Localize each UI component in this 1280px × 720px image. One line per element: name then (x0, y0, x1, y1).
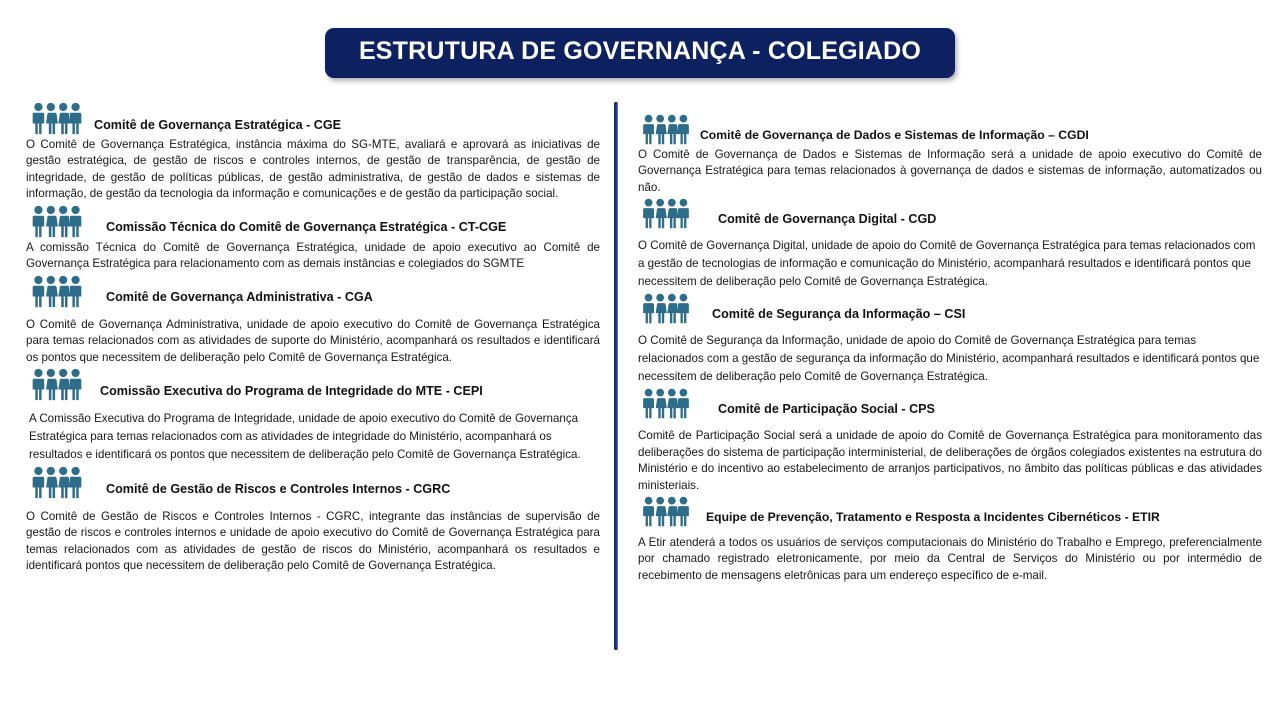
section-header (26, 205, 600, 238)
section-header (638, 114, 1262, 145)
section-csi (638, 293, 1262, 386)
section-title: Comissão Executiva do Programa de Integridade do MTE - CEPI (100, 383, 483, 398)
section-cga (26, 275, 600, 366)
section-body: A Comissão Executiva do Programa de Integridade, unidade de apoio executivo do Comitê de Governança Estratégica para temas relacionados com as atividades de integridade do Ministério, acompanhará os resultados e identificará os pontos que necessitem de deliberação pelo Comitê de Governança Estratégica. (29, 412, 581, 462)
people-group-icon (638, 496, 694, 527)
page-title: ESTRUTURA DE GOVERNANÇA - COLEGIADO (358, 37, 922, 65)
section-body: O Comitê de Governança de Dados e Sistemas de Informação será a unidade de apoio executivo do Comitê de Governança Estratégica para temas relacionados à governança de dados e sistemas de informação, automatizados ou não. (638, 148, 1262, 194)
section-cgrc (26, 466, 600, 575)
section-header (26, 275, 600, 308)
section-header (26, 368, 600, 401)
section-cge (26, 102, 600, 203)
section-cepi (26, 368, 600, 464)
title-banner (325, 28, 955, 78)
people-group-icon (26, 368, 88, 401)
section-header (638, 496, 1262, 527)
section-body: A Etir atenderá a todos os usuários de serviços computacionais do Ministério do Trabalho e Emprego, preferencialmente por chamado registrado eletronicamente, por meio da Central de Serviços do Ministério ou por intermédio de recebimento de mensagens eletrônicas para um endereço específico de e-mail. (638, 535, 1262, 582)
section-etir (638, 496, 1262, 584)
content-columns (0, 96, 1280, 716)
section-body: O Comitê de Governança Digital, unidade de apoio do Comitê de Governança Estratégica para temas relacionados com a gestão de tecnologias de informação e comunicação do Ministério, acompanhará resultados e identificará pontos que necessitem de deliberação pelo Comitê de Governança Estratégica. (638, 239, 1256, 289)
section-header (638, 198, 1262, 229)
section-title: Comitê de Governança Administrativa - CGA (106, 290, 373, 305)
people-group-icon (26, 466, 88, 499)
title-banner-container (0, 28, 1280, 78)
section-header (26, 102, 600, 135)
people-group-icon (638, 388, 694, 419)
section-title: Comitê de Participação Social - CPS (718, 401, 935, 416)
people-group-icon (26, 275, 88, 308)
section-body: O Comitê de Governança Estratégica, instância máxima do SG-MTE, avaliará e aprovará as iniciativas de gestão estratégica, de gestão de riscos e controles internos, de gestão de transparência, de gestão de integridade, de gestão de políticas públicas, de gestão administrativa, de gestão de dados e sistemas de informação, de gestão da tecnologia da informação e comunicações e de gestão da participação social. (26, 138, 600, 201)
section-body: O Comitê de Segurança da Informação, unidade de apoio do Comitê de Governança Estratégica para temas relacionados com a gestão de segurança da informação do Ministério, acompanhará resultados e identificará pontos que necessitem de deliberação pelo Comitê de Governança Estratégica. (638, 334, 1260, 384)
people-group-icon (638, 293, 694, 324)
section-header (638, 293, 1262, 324)
section-header (638, 388, 1262, 419)
section-title: Comitê de Gestão de Riscos e Controles Internos - CGRC (106, 481, 451, 496)
section-cps (638, 388, 1262, 494)
section-title: Comitê de Governança Estratégica - CGE (94, 117, 342, 132)
section-title: Comissão Técnica do Comitê de Governança Estratégica - CT-CGE (106, 220, 507, 235)
section-title: Comitê de Segurança da Informação – CSI (712, 306, 966, 321)
section-title: Comitê de Governança de Dados e Sistemas de Informação – CGDI (700, 127, 1089, 142)
people-group-icon (638, 114, 694, 145)
people-group-icon (26, 102, 88, 135)
section-body: Comitê de Participação Social será a unidade de apoio do Comitê de Governança Estratégica para monitoramento das deliberações do sistema de participação interministerial, de deliberações de órgãos colegiados existentes na estrutura do Ministério e do incentivo ao estabelecimento de arranjos participativos, no âmbito das políticas públicas e das atividades ministeriais. (638, 429, 1262, 492)
section-title: Comitê de Governança Digital - CGD (718, 211, 937, 226)
section-title: Equipe de Prevenção, Tratamento e Resposta a Incidentes Cibernéticos - ETIR (706, 509, 1160, 524)
section-body: O Comitê de Gestão de Riscos e Controles Internos - CGRC, integrante das instâncias de supervisão de gestão de riscos e controles internos e unidade de apoio executivo do Comitê de Governança Estratégica para temas relacionados com as atividades de gestão de riscos do Ministério, acompanhará os resultados e identificará pontos que necessitem de deliberação pelo Comitê de Governança Estratégica. (26, 509, 600, 573)
people-group-icon (638, 198, 694, 229)
section-cgdi (638, 114, 1262, 196)
right-column (618, 96, 1280, 586)
section-body: A comissão Técnica do Comitê de Governança Estratégica, unidade de apoio executivo ao Comitê de Governança Estratégica para relacionamento com as demais instâncias e colegiados do SGMTE (26, 240, 600, 271)
section-header (26, 466, 600, 499)
section-body: O Comitê de Governança Administrativa, unidade de apoio executivo do Comitê de Governança Estratégica para temas relacionados com as atividades de suporte do Ministério, acompanhará os resultados e identificará os pontos que necessitem de deliberação pelo Comitê de Governança Estratégica. (26, 317, 600, 364)
section-cgd (638, 198, 1262, 291)
section-ct-cge (26, 205, 600, 273)
left-column (0, 96, 614, 577)
people-group-icon (26, 205, 88, 238)
